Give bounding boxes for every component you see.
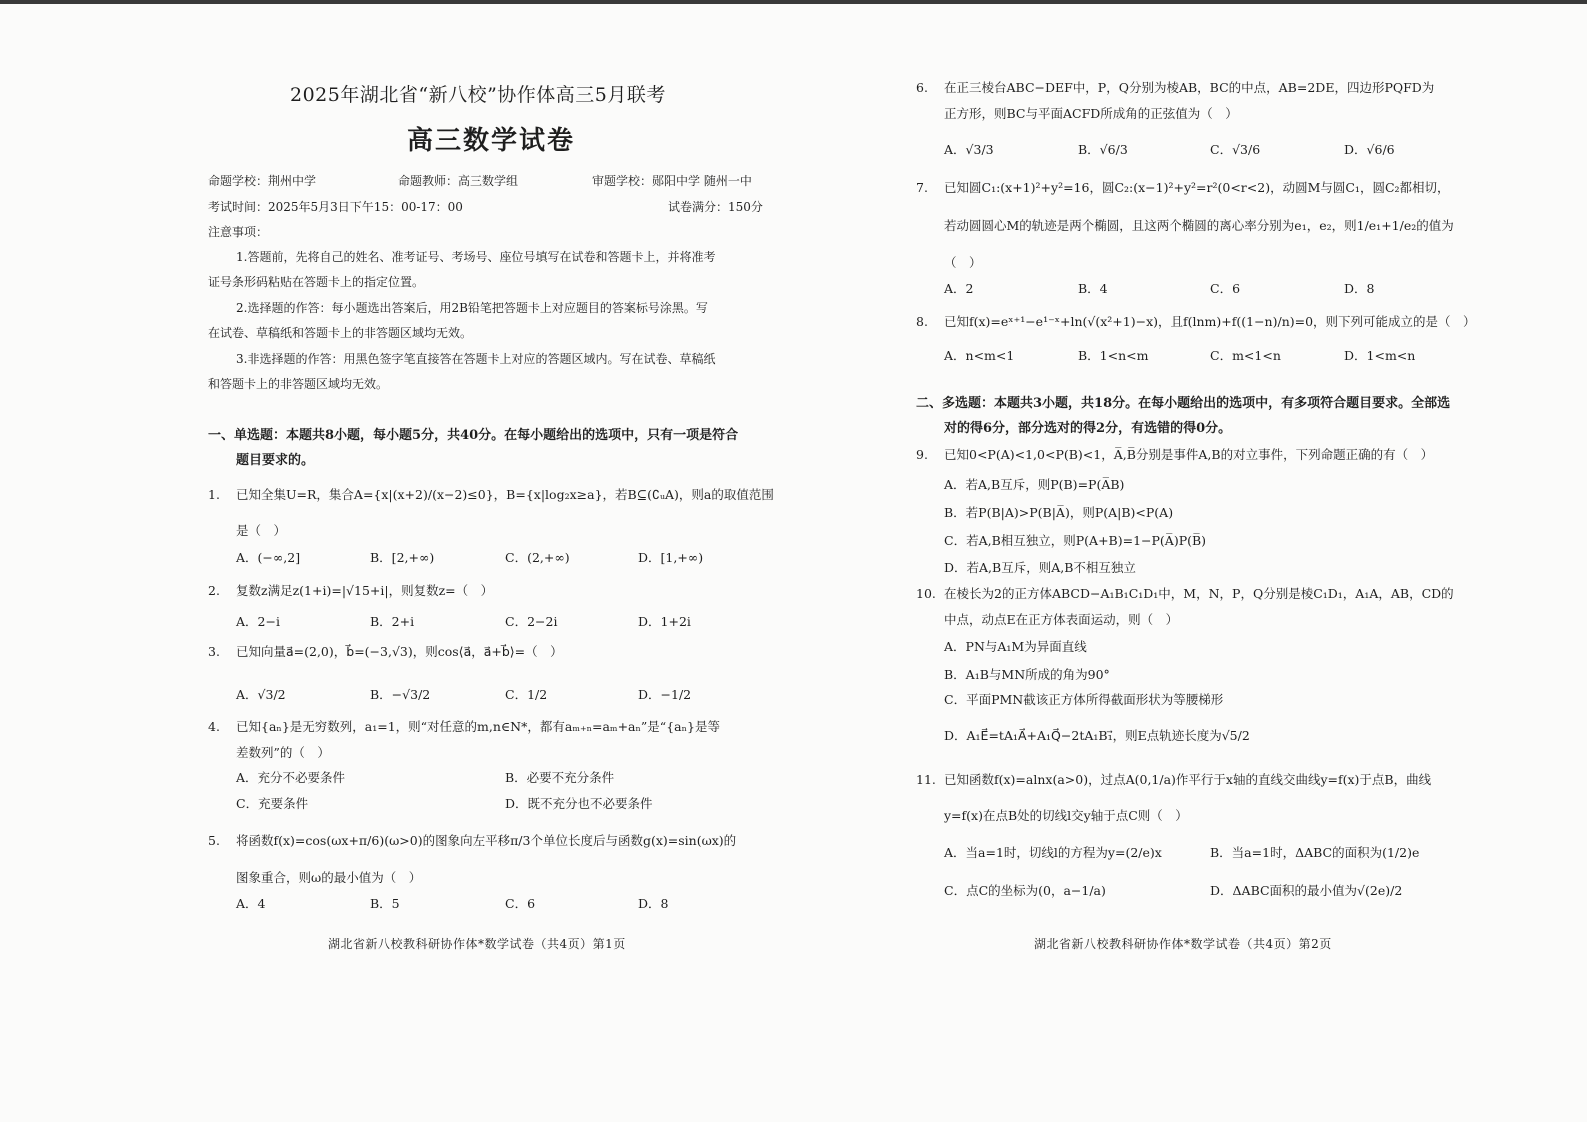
question-1 [208,485,774,503]
option-d: D．1+2i [638,614,691,629]
question-10 [916,584,1454,602]
option-b: B．A₁B与MN所成的角为90° [944,667,1110,682]
question-text: 在正三棱台ABC−DEF中，P，Q分别为棱AB，BC的中点，AB=2DE，四边形PQFD为 [944,80,1435,95]
question-3 [208,642,563,660]
option-d: D．A₁E⃗=tA₁A⃗+A₁Q⃗−2tA₁B₁⃗，则E点轨迹长度为√5/2 [944,728,1250,743]
notice-line: 2.选择题的作答：每小题选出答案后，用2B铅笔把答题卡上对应题目的答案标号涂黑。写 [236,301,708,315]
exam-title: 2025年湖北省“新八校”协作体高三5月联考 [290,84,666,106]
question-number: 1. [208,487,220,502]
option-b: B．1<n<m [1078,348,1149,363]
question-number: 9. [916,447,928,462]
option-c: C．充要条件 [236,796,309,811]
option-a: A．若A,B互斥，则P(B)=P(A̅B) [944,477,1125,492]
option-d: D．1<m<n [1344,348,1416,363]
question-number: 6. [916,80,928,95]
question-text: 已知全集U=R，集合A={x|(x+2)/(x−2)≤0}，B={x|log₂x≥a}，若B⊆(∁ᵤA)，则a的取值范围 [236,487,774,502]
question-text: 已知函数f(x)=alnx(a>0)，过点A(0,1/a)作平行于x轴的直线交曲线y=f(x)于点B，曲线 [944,772,1432,787]
section-heading: 题目要求的。 [236,453,315,468]
info-reviewer: 审题学校：郧阳中学 随州一中 [592,174,752,188]
question-text-cont: 中点，动点E在正方体表面运动，则（ ） [944,612,1179,627]
exam-subtitle: 高三数学试卷 [407,126,576,156]
option-b: B．5 [370,896,400,911]
option-c: C．(2,+∞) [505,550,570,565]
page-footer: 湖北省新八校教科研协作体*数学试卷（共4页）第2页 [1034,937,1332,951]
question-number: 4. [208,719,220,734]
section-heading: 二、多选题：本题共3小题，共18分。在每小题给出的选项中，有多项符合题目要求。全部选 [916,396,1451,411]
question-number: 10. [916,586,936,601]
option-c: C．点C的坐标为(0，a−1/a) [944,883,1106,898]
question-text: 已知{aₙ}是无穷数列，a₁=1，则“对任意的m,n∈N*，都有aₘ₊ₙ=aₘ+aₙ”是“{aₙ}是等 [236,719,720,734]
notice-line: 在试卷、草稿纸和答题卡上的非答题区域均无效。 [208,326,473,340]
option-d: D．ΔABC面积的最小值为√(2e)/2 [1210,883,1403,898]
option-c: C．若A,B相互独立，则P(A+B)=1−P(A̅)P(B̅) [944,533,1207,548]
option-a: A．√3/3 [944,142,994,157]
option-c: C．√3/6 [1210,142,1261,157]
option-a: A．PN与A₁M为异面直线 [944,639,1087,654]
question-number: 2. [208,583,220,598]
question-8 [916,312,1476,330]
question-text-cont: y=f(x)在点B处的切线l交y轴于点C则（ ） [944,808,1188,823]
question-number: 7. [916,180,928,195]
option-c: C．m<1<n [1210,348,1281,363]
option-a: A．2 [944,281,974,296]
option-d: D．√6/6 [1344,142,1395,157]
question-text-cont: 正方形，则BC与平面ACFD所成角的正弦值为（ ） [944,106,1238,121]
section-heading: 对的得6分，部分选对的得2分，有选错的得0分。 [944,421,1232,436]
question-number: 5. [208,833,220,848]
option-a: A．(−∞,2] [236,550,301,565]
question-text: 已知向量a⃗=(2,0)，b⃗=(−3,√3)，则cos⟨a⃗，a⃗+b⃗⟩=（ ） [236,644,563,659]
notice-title: 注意事项： [208,225,269,239]
option-a: A．n<m<1 [944,348,1015,363]
option-c: C．1/2 [505,687,548,702]
question-number: 8. [916,314,928,329]
info-time: 考试时间：2025年5月3日下午15：00-17：00 [208,200,463,214]
question-text: 已知f(x)=eˣ⁺¹−e¹⁻ˣ+ln(√(x²+1)−x)，且f(lnm)+f((1−n)/n)=0，则下列可能成立的是（ ） [944,314,1476,329]
info-school: 命题学校：荆州中学 [208,174,317,188]
option-d: D．[1,+∞) [638,550,704,565]
question-number: 3. [208,644,220,659]
option-d: D．−1/2 [638,687,692,702]
notice-line: 证号条形码粘贴在答题卡上的指定位置。 [208,275,425,289]
option-a: A．√3/2 [236,687,286,702]
question-2 [208,581,493,599]
question-text: 已知圆C₁:(x+1)²+y²=16，圆C₂:(x−1)²+y²=r²(0<r<2)，动圆M与圆C₁，圆C₂都相切， [944,180,1450,195]
option-c: C．平面PMN截该正方体所得截面形状为等腰梯形 [944,692,1224,707]
info-teacher: 命题教师：高三数学组 [398,174,519,188]
option-b: B．若P(B|A)>P(B|A̅)，则P(A|B)<P(A) [944,505,1174,520]
option-b: B．4 [1078,281,1108,296]
question-text: 已知0<P(A)<1,0<P(B)<1，A̅,B̅分别是事件A,B的对立事件，下列命题正确的有（ ） [944,447,1434,462]
question-4 [208,717,720,735]
scan-top-border [0,0,1587,4]
option-b: B．2+i [370,614,415,629]
option-a: A．充分不必要条件 [236,770,346,785]
question-text: 将函数f(x)=cos(ωx+π/6)(ω>0)的图象向左平移π/3个单位长度后与函数g(x)=sin(ωx)的 [236,833,737,848]
option-d: D．既不充分也不必要条件 [505,796,653,811]
question-6 [916,78,1434,96]
question-text-cont: 图象重合，则ω的最小值为（ ） [236,870,422,885]
question-11 [916,770,1431,788]
question-7 [916,178,1450,196]
page-footer: 湖北省新八校教科研协作体*数学试卷（共4页）第1页 [328,937,626,951]
question-number: 11. [916,772,936,787]
option-a: A．4 [236,896,266,911]
option-d: D．8 [638,896,669,911]
option-c: C．2−2i [505,614,558,629]
option-c: C．6 [1210,281,1241,296]
question-text: 在棱长为2的正方体ABCD−A₁B₁C₁D₁中，M，N，P，Q分别是棱C₁D₁，A₁A，AB，CD的 [944,586,1454,601]
option-b: B．[2,+∞) [370,550,435,565]
question-text-cont: （ ） [944,255,982,270]
option-b: B．√6/3 [1078,142,1128,157]
option-b: B．−√3/2 [370,687,431,702]
option-a: A．2−i [236,614,280,629]
notice-line: 3.非选择题的作答：用黑色签字笔直接答在答题卡上对应的答题区域内。写在试卷、草稿纸 [236,352,716,366]
option-c: C．6 [505,896,536,911]
question-text-cont: 差数列”的（ ） [236,745,330,760]
question-text-cont: 若动圆圆心M的轨迹是两个椭圆，且这两个椭圆的离心率分别为e₁，e₂，则1/e₁+1/e₂的值为 [944,218,1454,233]
question-5 [208,831,736,849]
question-9 [916,445,1433,463]
notice-line: 1.答题前，先将自己的姓名、准考证号、考场号、座位号填写在试卷和答题卡上，并将准考 [236,250,716,264]
question-text: 复数z满足z(1+i)=|√15+i|，则复数z=（ ） [236,583,494,598]
option-d: D．8 [1344,281,1375,296]
section-heading: 一、单选题：本题共8小题，每小题5分，共40分。在每小题给出的选项中，只有一项是符合 [208,428,739,443]
option-b: B．当a=1时，ΔABC的面积为(1/2)e [1210,845,1420,860]
info-score: 试卷满分：150分 [668,200,763,214]
question-text-cont: 是（ ） [236,523,287,538]
option-d: D．若A,B互斥，则A,B不相互独立 [944,560,1136,575]
notice-line: 和答题卡上的非答题区域均无效。 [208,377,389,391]
option-a: A．当a=1时，切线l的方程为y=(2/e)x [944,845,1162,860]
option-b: B．必要不充分条件 [505,770,615,785]
